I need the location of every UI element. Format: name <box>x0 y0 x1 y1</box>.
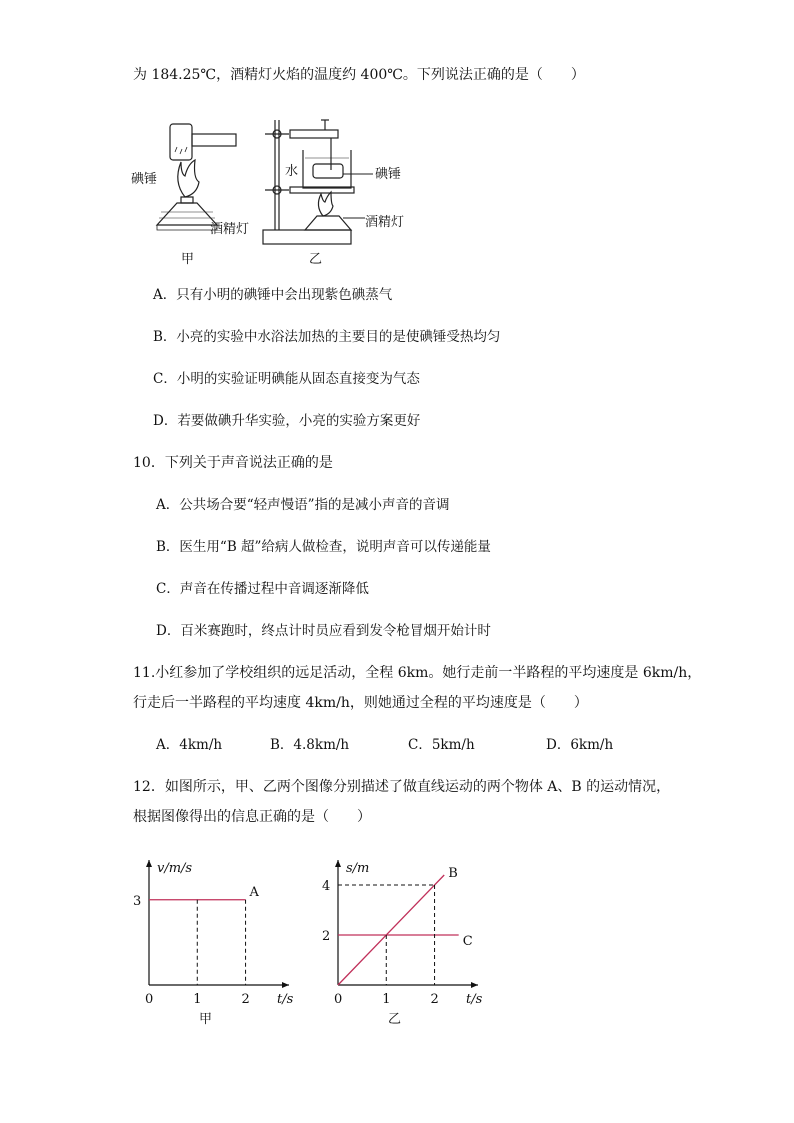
label-jia: 甲 <box>181 252 195 267</box>
q12-stem-line1: 12．如图所示，甲、乙两个图像分别描述了做直线运动的两个物体 A、B 的运动情况， <box>133 779 671 795</box>
chart-jia <box>125 843 300 1025</box>
q12-stem-line2: 根据图像得出的信息正确的是（ ） <box>133 809 371 825</box>
x-tick-label: 1 <box>193 992 202 1007</box>
q11-stem-line2: 行走后一半路程的平均速度 4km/h，则她通过全程的平均速度是（ ） <box>133 695 588 711</box>
x-axis-label: t/s <box>277 992 294 1007</box>
series-label-B: B <box>448 866 458 881</box>
q10-stem: 10．下列关于声音说法正确的是 <box>133 455 333 471</box>
x-axis-label: t/s <box>466 992 483 1007</box>
y-axis-label: v/m/s <box>157 861 193 876</box>
q10-option-b: B．医生用“B 超”给病人做检查，说明声音可以传递能量 <box>156 539 491 555</box>
y-tick-label: 4 <box>322 879 331 894</box>
q10-option-a: A．公共场合要“轻声慢语”指的是减小声音的音调 <box>156 497 450 513</box>
y-axis-label: s/m <box>346 861 370 876</box>
series-line-B <box>338 875 444 985</box>
label-dianchui-right: 碘锤 <box>375 167 402 182</box>
q11-option-b: B．4.8km/h <box>270 737 350 753</box>
q9-option-b: B．小亮的实验中水浴法加热的主要目的是使碘锤受热均匀 <box>153 329 501 345</box>
y-axis-arrow <box>146 860 152 867</box>
q11-option-a: A．4km/h <box>156 737 223 753</box>
chart-caption: 甲 <box>199 1012 213 1025</box>
series-label-A: A <box>249 884 259 900</box>
x-tick-label: 1 <box>382 992 391 1007</box>
y-tick-label: 3 <box>133 893 142 909</box>
chart-yi <box>312 843 492 1025</box>
label-jiujingdeng-left: 酒精灯 <box>210 222 250 237</box>
x-tick-label: 0 <box>145 992 154 1007</box>
q9-apparatus-figure <box>125 112 425 272</box>
x-axis-arrow <box>471 982 478 988</box>
label-jiujingdeng-right: 酒精灯 <box>365 215 405 230</box>
chart-caption: 乙 <box>388 1012 402 1025</box>
q11-stem-line1: 11.小红参加了学校组织的远足活动，全程 6km。她行走前一半路程的平均速度是 6km/h， <box>133 665 702 681</box>
label-dianchui-left: 碘锤 <box>131 172 158 187</box>
q10-option-c: C．声音在传播过程中音调逐渐降低 <box>156 581 369 597</box>
figure-yi <box>263 120 354 244</box>
figure-jia <box>157 124 236 230</box>
x-tick-label: 2 <box>241 992 250 1007</box>
y-tick-label: 2 <box>322 929 331 944</box>
x-axis-arrow <box>282 982 289 988</box>
series-label-C: C <box>462 934 473 949</box>
q9-stem-tail: 为 184.25℃，酒精灯火焰的温度约 400℃。下列说法正确的是（ ） <box>133 67 585 83</box>
q9-option-c: C．小明的实验证明碘能从固态直接变为气态 <box>153 371 420 387</box>
q11-option-c: C．5km/h <box>408 737 475 753</box>
q10-option-d: D．百米赛跑时，终点计时员应看到发令枪冒烟开始计时 <box>156 623 491 639</box>
q11-option-d: D．6km/h <box>546 737 614 753</box>
q9-option-a: A．只有小明的碘锤中会出现紫色碘蒸气 <box>153 287 393 303</box>
x-tick-label: 0 <box>334 992 343 1007</box>
label-shui: 水 <box>285 164 299 179</box>
label-yi: 乙 <box>309 252 323 267</box>
y-axis-arrow <box>335 860 341 867</box>
q9-option-d: D．若要做碘升华实验，小亮的实验方案更好 <box>153 413 421 429</box>
x-tick-label: 2 <box>430 992 439 1007</box>
